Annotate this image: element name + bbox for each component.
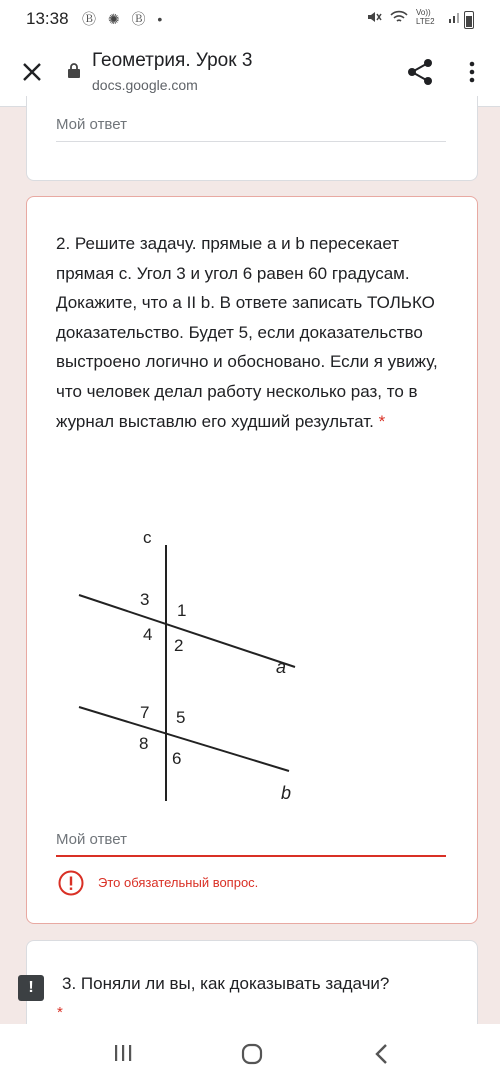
lock-icon [66, 62, 82, 78]
label-5: 5 [176, 708, 186, 727]
answer-input-q1[interactable]: Мой ответ [56, 116, 127, 133]
error-message: Это обязательный вопрос. [98, 875, 259, 890]
question-2-card [26, 196, 478, 924]
label-7: 7 [140, 703, 150, 722]
page-url: docs.google.com [92, 77, 198, 93]
system-nav-bar [0, 1024, 500, 1083]
line-a [79, 595, 295, 667]
label-2: 2 [174, 636, 184, 655]
label-3: 3 [140, 590, 150, 609]
more-options-button[interactable] [458, 54, 486, 90]
share-icon [400, 54, 440, 90]
label-b: b [281, 783, 292, 803]
report-icon[interactable]: ! [18, 975, 44, 1001]
battery-icon [464, 11, 474, 29]
home-icon[interactable] [240, 1042, 264, 1066]
signal-icon [448, 10, 462, 24]
close-icon [14, 54, 50, 90]
question-2-text [56, 229, 456, 436]
required-mark-q3: * [57, 1004, 63, 1021]
label-8: 8 [139, 734, 149, 753]
status-bar [0, 0, 500, 38]
page-title: Геометрия. Урок 3 [92, 50, 253, 71]
wifi-icon [390, 10, 408, 24]
answer-underline-q1 [56, 141, 446, 142]
close-button[interactable] [14, 54, 50, 90]
recents-icon[interactable] [112, 1042, 134, 1064]
error-icon [57, 869, 85, 897]
back-icon[interactable] [372, 1042, 392, 1066]
mute-icon [366, 9, 382, 25]
question-3-text: 3. Поняли ли вы, как доказывать задачи? [62, 974, 390, 993]
status-time: 13:38 [26, 9, 69, 28]
label-4: 4 [143, 625, 153, 644]
share-button[interactable] [400, 54, 440, 90]
label-c: c [143, 528, 152, 547]
answer-input-q2[interactable]: Мой ответ [56, 831, 127, 848]
label-6: 6 [172, 749, 182, 768]
more-vert-icon [458, 54, 486, 90]
label-a: a [276, 657, 287, 677]
question-2-body: 2. Решите задачу. прямые a и b пересекает прямая c. Угол 3 и угол 6 равен 60 градусам. Докажите, что a II b. В ответе записать ТОЛЬКО доказательство. Будет 5, если доказательство выстроено логично и обосновано. Если я увижу, что человек делал работу несколько раз, то в журнал выставлю его худший результат. [56, 234, 438, 431]
question-1-card [26, 96, 478, 181]
label-1: 1 [177, 601, 187, 620]
status-icons [366, 8, 462, 26]
network-label: Vo)) LTE2 [416, 8, 435, 26]
answer-underline-q2 [56, 855, 446, 857]
geometry-diagram [77, 523, 337, 813]
notification-icons: Ⓑ ✺ Ⓑ • [82, 11, 167, 27]
required-mark: * [378, 411, 386, 431]
